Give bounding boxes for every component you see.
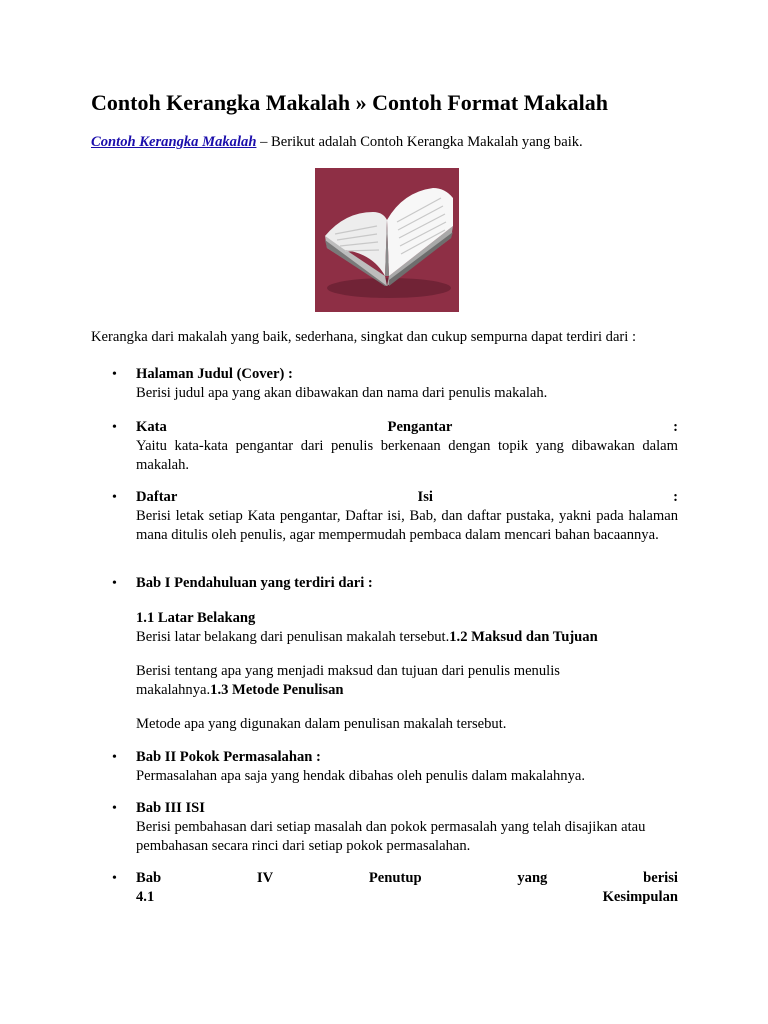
item-body: Yaitu kata-kata pengantar dari penulis berkenaan dengan topik yang dibawakan dalam makalah. (136, 438, 678, 473)
intro-text: – Berikut adalah Contoh Kerangka Makalah yang baik. (256, 134, 583, 150)
item-heading-word: Bab (136, 870, 162, 886)
item-body: Berisi letak setiap Kata pengantar, Daftar isi, Bab, dan daftar pustaka, yakni pada halaman mana ditulis oleh penulis, agar mempermudah pembaca dalam mencari bahan bacaannya. (136, 508, 678, 543)
item-heading-word: : (673, 419, 678, 435)
bullet: • (112, 420, 117, 435)
list-item-daftar-isi (112, 488, 678, 545)
item-heading-word: Kata (136, 419, 167, 435)
open-book-icon (315, 168, 459, 312)
list-item-bab-3 (112, 799, 678, 856)
item-heading-word: IV (256, 870, 274, 886)
subsection-heading: 1.2 Maksud dan Tujuan (449, 629, 598, 645)
item-heading-word: Isi (417, 489, 433, 505)
subsection-body: Berisi tentang apa yang menjadi maksud dan tujuan dari penulis menulis makalahnya. (136, 663, 560, 698)
item-heading-word: Daftar (136, 489, 178, 505)
book-image (315, 168, 459, 312)
subsection-body: Metode apa yang digunakan dalam penulisan makalah tersebut. (136, 716, 507, 732)
intro-link[interactable]: Contoh Kerangka Makalah (91, 134, 257, 150)
page-title: Contoh Kerangka Makalah » Contoh Format Makalah (91, 90, 609, 115)
intro-line (91, 133, 583, 152)
item-heading: Bab III ISI (136, 800, 205, 816)
item-heading: Bab I Pendahuluan yang terdiri dari : (136, 575, 373, 591)
list-item-bab-2 (112, 748, 678, 786)
lead-paragraph: Kerangka dari makalah yang baik, sederhana, singkat dan cukup sempurna dapat terdiri dari : (91, 329, 637, 345)
subsection-body: Berisi latar belakang dari penulisan makalah tersebut. (136, 629, 450, 645)
list-item-kata-pengantar (112, 418, 678, 475)
bullet: • (112, 801, 117, 816)
item-body: Berisi judul apa yang akan dibawakan dan nama dari penulis makalah. (136, 385, 548, 401)
item-body: Permasalahan apa saja yang hendak dibahas oleh penulis dalam makalahnya. (136, 768, 586, 784)
bullet: • (112, 871, 117, 886)
bullet: • (112, 367, 117, 382)
list-item-bab-1 (112, 574, 678, 734)
item-heading-word: Penutup (368, 870, 422, 886)
item-heading: Bab II Pokok Permasalahan : (136, 749, 321, 765)
list-item-bab-4 (112, 869, 678, 907)
subsection-number: 4.1 (136, 889, 155, 905)
item-body: Berisi pembahasan dari setiap masalah dan pokok permasalah yang telah disajikan atau pembahasan secara rinci dari setiap pokok permasalahan. (136, 819, 646, 854)
subsection-heading: 1.3 Metode Penulisan (210, 682, 344, 698)
bullet: • (112, 490, 117, 505)
item-heading: Halaman Judul (Cover) : (136, 366, 293, 382)
item-heading-word: : (673, 489, 678, 505)
item-heading-word: berisi (643, 870, 678, 886)
list-item-halaman-judul (112, 365, 678, 403)
subsection-heading: Kesimpulan (602, 889, 678, 905)
item-heading-word: yang (517, 870, 548, 886)
bullet: • (112, 576, 117, 591)
bullet: • (112, 750, 117, 765)
subsection-heading: 1.1 Latar Belakang (136, 610, 256, 626)
item-heading-word: Pengantar (387, 419, 453, 435)
